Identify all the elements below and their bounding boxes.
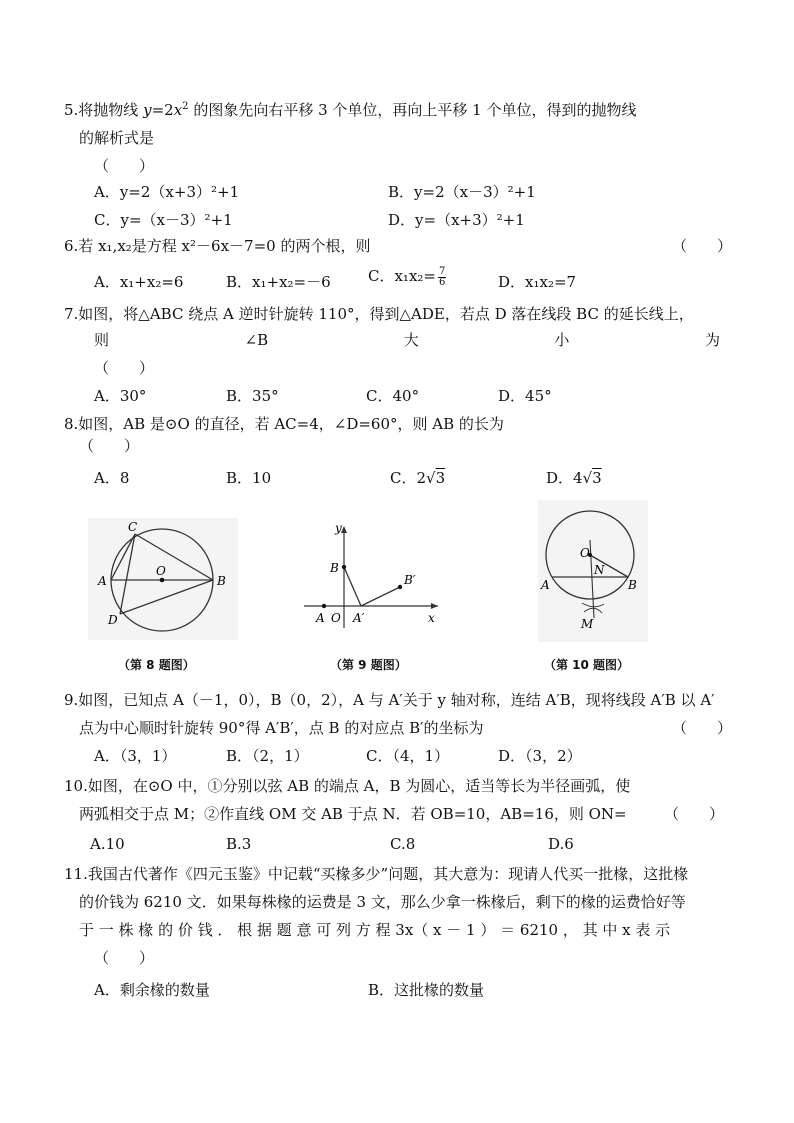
q9-stem-line1: 9.如图，已知点 A（－1，0），B（0，2），A 与 A′关于 y 轴对称，连结 A′B，现将线段 A′B 以 A′: [64, 691, 715, 709]
q5-answer-paren: （ ）: [94, 157, 155, 175]
fig10-label-a: A: [541, 578, 550, 592]
q6-option-d: D．x₁x₂=7: [498, 273, 577, 291]
fig9-label-b: B: [330, 561, 339, 575]
q11-option-b: B．这批椽的数量: [368, 981, 485, 999]
fig9-x-arrow: [431, 603, 438, 609]
q6-option-a: A．x₁+x₂=6: [94, 273, 184, 291]
q6-answer-paren: （ ）: [672, 237, 733, 255]
q6-stem: 6.若 x₁,x₂是方程 x²－6x－7=0 的两个根，则: [64, 237, 371, 255]
q10-option-b: B.3: [226, 835, 252, 853]
q9-answer-paren: （ ）: [672, 719, 733, 737]
q7-option-d: D．45°: [498, 387, 552, 405]
q7-option-b: B．35°: [226, 387, 279, 405]
q8-option-c: C．2√3: [390, 469, 446, 487]
fig8-center-dot: [160, 578, 165, 583]
q5-stem-line1: 5.将抛物线 $y=2x^2$ 的图象先向右平移 3 个单位，再向上平移 1 个单位，得到的抛物线: [64, 101, 637, 119]
q7-stem: 7.如图，将△ABC 绕点 A 逆时针旋转 110°，得到△ADE，若点 D 落在线段 BC 的延长线上，: [64, 305, 694, 323]
q11-option-a: A．剩余椽的数量: [94, 981, 210, 999]
fig9-segment-a-prime-b-prime: [361, 587, 400, 606]
figure-10-caption: （第 10 题图）: [544, 658, 630, 672]
fig9-point-a: [322, 604, 326, 608]
q11-answer-paren: （ ）: [94, 949, 155, 967]
q10-stem-line2: 两弧相交于点 M；②作直线 OM 交 AB 于点 N．若 OB=10，AB=16，则 ON=: [79, 805, 627, 823]
fig10-label-b: B: [628, 578, 637, 592]
fig9-label-a: A: [316, 611, 325, 625]
q5-option-b: B．y=2（x－3）²+1: [388, 183, 536, 201]
fig9-label-a-prime: A′: [353, 611, 365, 625]
fig9-point-b-prime: [398, 585, 402, 589]
q10-option-c: C.8: [390, 835, 416, 853]
q5-option-c: C．y=（x－3）²+1: [94, 211, 233, 229]
fig8-label-o: O: [156, 564, 166, 578]
q11-stem-line3: 于 一 株 椽 的 价 钱 ． 根 据 题 意 可 列 方 程 3x（ x － 1 ） ＝ 6210 ， 其 中 x 表 示: [79, 921, 671, 939]
figure-9: [300, 522, 442, 630]
fig9-point-b: [342, 565, 346, 569]
fig8-label-c: C: [128, 520, 138, 534]
fig8-label-b: B: [217, 574, 226, 588]
fig8-label-a: A: [98, 574, 107, 588]
figure-8-caption: （第 8 题图）: [118, 658, 195, 672]
figure-10: [538, 500, 648, 642]
figure-9-caption: （第 9 题图）: [330, 658, 407, 672]
q7-option-c: C．40°: [366, 387, 420, 405]
q5-option-a: A．y=2（x+3）²+1: [94, 183, 240, 201]
q5-option-d: D．y=（x+3）²+1: [388, 211, 525, 229]
q11-stem-line1: 11.我国古代著作《四元玉鉴》中记载“买椽多少”问题，其大意为：现请人代买一批椽，这批椽: [64, 865, 689, 883]
fig9-y-arrow: [341, 526, 347, 533]
q10-answer-paren: （ ）: [664, 805, 725, 823]
q9-option-b: B．（2，1）: [226, 747, 309, 765]
fig9-label-y: y: [335, 522, 342, 535]
fig9-label-b-prime: B′: [404, 573, 416, 587]
q5-stem-line2: 的解析式是: [79, 129, 155, 147]
q7-option-a: A．30°: [94, 387, 147, 405]
fig10-label-m: M: [581, 617, 594, 631]
q6-option-c: C．x₁x₂= $\frac{7}{6}$: [368, 265, 446, 288]
fig10-label-o: O: [580, 546, 590, 560]
fig9-label-x: x: [428, 611, 435, 625]
q10-option-a: A.10: [90, 835, 125, 853]
fig9-segment-a-prime-b: [344, 567, 361, 606]
q8-answer-paren: （ ）: [79, 437, 140, 455]
q9-stem-line2: 点为中心顺时针旋转 90°得 A′B′，点 B 的对应点 B′的坐标为: [79, 719, 484, 737]
fig8-label-d: D: [108, 613, 118, 627]
q8-option-b: B．10: [226, 469, 272, 487]
q7-justified-line: 则 ∠B 大 小 为: [94, 331, 720, 349]
q8-option-a: A．8: [94, 469, 130, 487]
q9-option-d: D．（3，2）: [498, 747, 582, 765]
q6-option-b: B．x₁+x₂=－6: [226, 273, 331, 291]
q10-option-d: D.6: [548, 835, 574, 853]
q10-stem-line1: 10.如图，在⊙O 中，①分别以弦 AB 的端点 A，B 为圆心，适当等长为半径画弧，使: [64, 777, 631, 795]
figure-8: [88, 518, 238, 640]
q9-option-c: C．（4，1）: [366, 747, 450, 765]
q6-fraction: $\frac{7}{6}$: [439, 265, 446, 288]
fig10-label-n: N: [594, 563, 605, 577]
q8-stem: 8.如图，AB 是⊙O 的直径，若 AC=4，∠D=60°，则 AB 的长为: [64, 415, 504, 433]
q8-option-d: D．4√3: [546, 469, 602, 487]
q9-option-a: A．（3，1）: [94, 747, 177, 765]
fig9-label-o: O: [331, 611, 341, 625]
q7-answer-paren: （ ）: [94, 359, 155, 377]
q11-stem-line2: 的价钱为 6210 文．如果每株椽的运费是 3 文，那么少拿一株椽后，剩下的椽的运费恰好等: [79, 893, 686, 911]
